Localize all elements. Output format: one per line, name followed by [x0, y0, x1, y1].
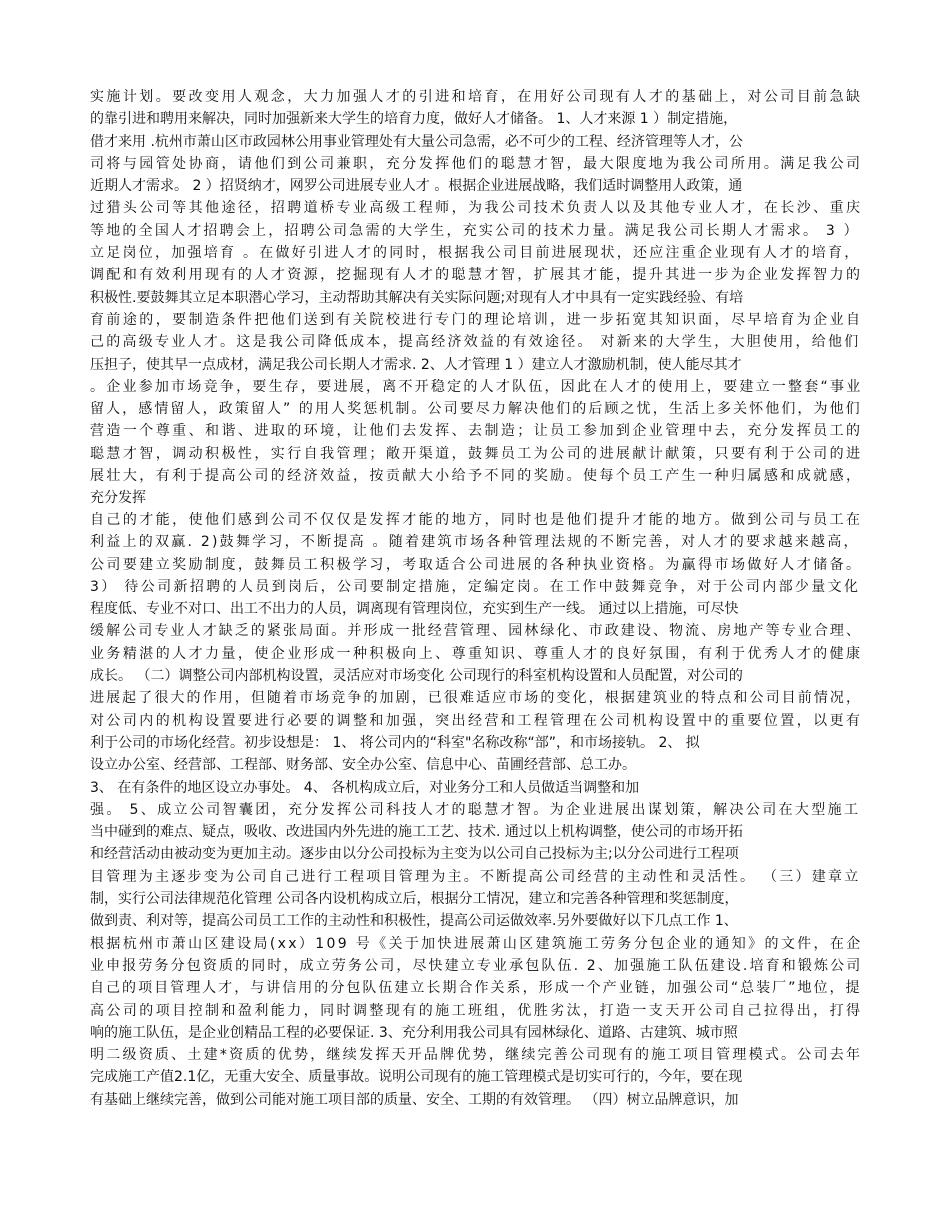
text-line: 目管理为主逐步变为公司自己进行工程项目管理为主。不断提高公司经营的主动性和灵活性。 （三）建章立 [90, 868, 861, 885]
text-line: 等地的全国人才招聘会上，招聘公司急需的大学生，充实公司的技术力量。满足我公司长期人才需求。 3 ） [90, 222, 860, 239]
text-line: 营造一个尊重、和谐、进取的环境，让他们去发挥、去制造；让员工参加到企业管理中去，充分发挥员工的 [90, 423, 863, 440]
text-line: 调配和有效利用现有的人才资源，挖掘现有人才的聪慧才智，扩展其才能，提升其进一步为企业发挥智力的 [90, 267, 863, 284]
text-line: 做到责、利对等，提高公司员工工作的主动性和积极性，提高公司运做效率.另外要做好以下几点工作 1、 [90, 913, 738, 930]
text-line: 缓解公司专业人才缺乏的紧张局面。并形成一批经营管理、园林绿化、市政建设、物流、房地产等专业合理、 [90, 623, 863, 640]
text-line: 进展起了很大的作用，但随着市场竞争的加剧，已很难适应市场的变化，根据建筑业的特点和公司目前情况， [90, 690, 863, 707]
text-line: 留人，感情留人，政策留人” 的用人奖惩机制。公司要尽力解决他们的后顾之忧，生活上多关怀他们，为他们 [90, 401, 862, 418]
text-line: 程度低、专业不对口、出工不出力的人员，调离现有管理岗位，充实到生产一线。 通过以上措施，可尽快 [90, 601, 739, 618]
text-line: 和经营活动由被动变为更加主动。逐步由以分公司投标为主变为以公司自己投标为主;以分公司进行工程项 [90, 846, 739, 863]
paragraph-block-1 [90, 86, 863, 510]
text-line: 有基础上继续完善，做到公司能对施工项目部的质量、安全、工期的有效管理。 （四）树立品牌意识，加 [90, 1091, 739, 1108]
text-line: 展壮大，有利于提高公司的经济效益，按贡献大小给予不同的奖励。使每个员工产生一种归属感和成就感， [90, 468, 863, 485]
text-line: 设立办公室、经营部、工程部、财务部、安全办公室、信息中心、苗圃经营部、总工办。 [90, 757, 636, 774]
text-line: 压担子，使其早一点成材，满足我公司长期人才需求. 2、人才管理 1 ）建立人才激励机制，使人能尽其才 [90, 356, 742, 373]
text-line: 根据杭州市萧山区建设局(xx）109 号《关于加快进展萧山区建筑施工劳务分包企业的通知》的文件，在企 [90, 935, 863, 952]
text-line: 强。 5、成立公司智囊团，充分发挥公司科技人才的聪慧才智。为企业进展出谋划策，解决公司在大型施工 [90, 801, 861, 818]
text-line: 自己的才能，使他们感到公司不仅仅是发挥才能的地方，同时也是他们提升才能的地方。做到公司与员工在 [90, 512, 863, 528]
text-line: 制，实行公司法律规范化管理 公司各内设机构成立后，根据分工情况，建立和完善各种管理和奖惩制度， [90, 891, 739, 908]
text-line: 业务精湛的人才力量，使企业形成一种积极向上、尊重知识、尊重人才的良好氛围，有利于优秀人才的健康 [90, 645, 863, 662]
text-line: 明二级资质、土建*资质的优势，继续发挥天开品牌优势，继续完善公司现有的施工项目管理模式。公司去年 [90, 1047, 863, 1064]
text-line: 实施计划。要改变用人观念，大力加强人才的引进和培育，在用好公司现有人才的基础上，对公司目前急缺 [90, 89, 863, 105]
text-line: 完成施工产值2.1亿，无重大安全、质量事故。说明公司现有的施工管理模式是切实可行的，今年，要在现 [90, 1069, 743, 1086]
text-line: 对公司内的机构设置要进行必要的调整和加强，突出经营和工程管理在公司机构设置中的重要位置，以更有 [90, 712, 863, 729]
text-line: 充分发挥 [90, 490, 146, 507]
text-line: 成长。 （二）调整公司内部机构设置，灵活应对市场变化 公司现行的科室机构设置和人员配置，对公司的 [90, 668, 743, 685]
text-line: 业申报劳务分包资质的同时，成立劳务公司，尽快建立专业承包队伍. 2、加强施工队伍建设.培育和锻炼公司 [90, 957, 863, 974]
text-line: 3） 待公司新招聘的人员到岗后，公司要制定措施，定编定岗。在工作中鼓舞竞争，对于公司内部少量文化 [90, 578, 861, 595]
text-line: 公司要建立奖励制度，鼓舞员工积极学习，考取适合公司进展的各种执业资格。为赢得市场做好人才储备。 [90, 556, 863, 573]
text-line: 当中碰到的难点、疑点，吸收、改进国内外先进的施工工艺、技术. 通过以上机构调整，使公司的市场开拓 [90, 824, 743, 841]
text-line: 高公司的项目控制和盈利能力，同时调整现有的施工班组，优胜劣汰，打造一支天开公司自己拉得出，打得 [90, 1002, 863, 1019]
text-line: 自己的项目管理人才，与讲信用的分包队伍建立长期合作关系，形成一个产业链，加强公司“总装厂”地位，提 [90, 980, 862, 997]
text-line: 借才来用 .杭州市萧山区市政园林公用事业管理处有大量公司急需，必不可少的工程、经济管理等人才，公 [90, 133, 743, 150]
text-line: 育前途的，要制造条件把他们送到有关院校进行专门的理论培训，进一步拓宽其知识面，尽早培育为企业自 [90, 311, 863, 328]
text-line: 己的高级专业人才。这是我公司降低成本，提高经济效益的有效途径。 对新来的大学生，大胆使用，给他们 [90, 334, 861, 351]
text-line: 利于公司的市场化经营。初步设想是： 1、 将公司内的“科室"名称改称“部”，和市场接轨。 2、 拟 [90, 734, 700, 751]
text-line: 利益上的双赢. 2)鼓舞学习，不断提高 。随着建筑市场各种管理法规的不断完善，对人才的要求越来越高， [90, 534, 860, 551]
text-line: 过猎头公司等其他途径，招聘道桥专业高级工程师，为我公司技术负责人以及其他专业人才，在长沙、重庆 [90, 200, 863, 217]
text-line: 的靠引进和聘用来解决，同时加强新来大学生的培育力度，做好人才储备。 1、人才来源 1 ）制定措施， [90, 111, 738, 128]
text-line: 近期人才需求。 2 ）招贤纳才，网罗公司进展专业人才 。根据企业进展战略，我们适时调整用人政策，通 [90, 178, 743, 195]
text-line: 聪慧才智，调动积极性，实行自我管理；敞开渠道，鼓舞员工为公司的进展献计献策，只要有利于公司的进 [90, 445, 863, 462]
paragraph-block-2 [90, 509, 863, 1111]
text-line: 司将与园管处协商，请他们到公司兼职，充分发挥他们的聪慧才智，最大限度地为我公司所用。满足我公司 [90, 155, 863, 172]
text-line: 3、 在有条件的地区设立办事处。 4、 各机构成立后，对业务分工和人员做适当调整和加 [90, 779, 640, 796]
text-line: 积极性.要鼓舞其立足本职潜心学习，主动帮助其解决有关实际问题;对现有人才中具有一定实践经验、有培 [90, 289, 744, 306]
text-line: 。企业参加市场竞争，要生存，要进展，离不开稳定的人才队伍，因此在人才的使用上，要建立一整套“事业 [90, 378, 863, 395]
text-line: 响的施工队伍，是企业创精品工程的必要保证. 3、充分利用我公司具有园林绿化、道路、古建筑、城市照 [90, 1024, 738, 1041]
text-line: 立足岗位，加强培育 。在做好引进人才的同时，根据我公司目前进展现状，还应注重企业现有人才的培育， [90, 245, 861, 262]
